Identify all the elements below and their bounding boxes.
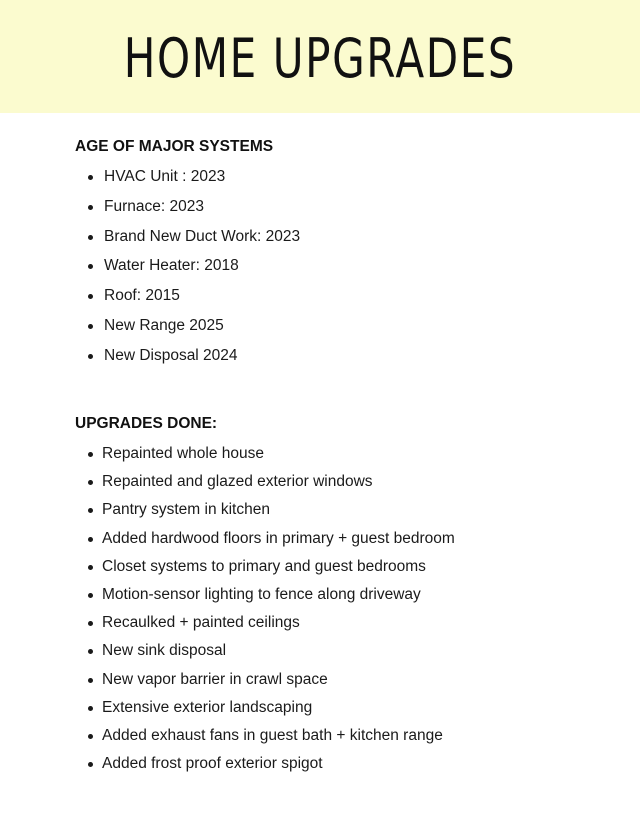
list-item-text: Furnace: 2023 bbox=[104, 197, 204, 215]
list-item bbox=[75, 726, 615, 754]
major-systems-section bbox=[75, 137, 615, 376]
bullet-icon bbox=[88, 264, 93, 269]
list-item bbox=[75, 167, 615, 197]
page-title: HOME UPGRADES bbox=[123, 27, 517, 90]
list-item-text: Closet systems to primary and guest bedrooms bbox=[102, 557, 426, 575]
list-item-text: Brand New Duct Work: 2023 bbox=[104, 227, 301, 245]
list-item bbox=[75, 472, 615, 500]
list-item-text: Repainted whole house bbox=[102, 445, 265, 462]
bullet-icon bbox=[88, 621, 93, 626]
list-item bbox=[75, 227, 615, 257]
upgrades-list bbox=[75, 444, 615, 782]
bullet-icon bbox=[88, 734, 93, 739]
list-item bbox=[75, 670, 615, 698]
bullet-icon bbox=[88, 175, 93, 180]
list-item-text: Repainted and glazed exterior windows bbox=[102, 473, 373, 491]
list-item-text: Added frost proof exterior spigot bbox=[102, 755, 323, 773]
bullet-icon bbox=[88, 537, 93, 542]
list-item-text: Extensive exterior landscaping bbox=[102, 698, 313, 716]
list-item bbox=[75, 500, 615, 528]
list-item bbox=[75, 286, 615, 316]
list-item bbox=[75, 585, 615, 613]
list-item bbox=[75, 613, 615, 641]
bullet-icon bbox=[88, 762, 93, 767]
upgrades-heading: UPGRADES DONE: bbox=[75, 415, 218, 432]
list-item-text: Added hardwood floors in primary + guest bedroom bbox=[102, 529, 455, 547]
list-item-text: Roof: 2015 bbox=[104, 287, 180, 305]
list-item bbox=[75, 197, 615, 227]
bullet-icon bbox=[88, 205, 93, 210]
bullet-icon bbox=[88, 452, 93, 457]
list-item-text: HVAC Unit : 2023 bbox=[104, 168, 226, 185]
bullet-icon bbox=[88, 565, 93, 570]
upgrades-section bbox=[75, 414, 615, 782]
major-systems-heading: AGE OF MAJOR SYSTEMS bbox=[75, 138, 274, 155]
bullet-icon bbox=[88, 294, 93, 299]
list-item-text: New vapor barrier in crawl space bbox=[102, 670, 328, 688]
list-item bbox=[75, 316, 615, 346]
list-item bbox=[75, 256, 615, 286]
list-item bbox=[75, 754, 615, 782]
list-item bbox=[75, 641, 615, 669]
list-item-text: New sink disposal bbox=[102, 642, 227, 660]
bullet-icon bbox=[88, 706, 93, 711]
header-banner bbox=[0, 0, 640, 113]
list-item bbox=[75, 698, 615, 726]
list-item-text: Water Heater: 2018 bbox=[104, 257, 239, 275]
bullet-icon bbox=[88, 649, 93, 654]
bullet-icon bbox=[88, 508, 93, 513]
list-item-text: Pantry system in kitchen bbox=[102, 501, 270, 519]
list-item bbox=[75, 529, 615, 557]
major-systems-list bbox=[75, 167, 615, 376]
bullet-icon bbox=[88, 354, 93, 359]
bullet-icon bbox=[88, 480, 93, 485]
list-item bbox=[75, 444, 615, 472]
list-item-text: Added exhaust fans in guest bath + kitchen range bbox=[102, 726, 443, 744]
list-item bbox=[75, 346, 615, 376]
list-item-text: Motion-sensor lighting to fence along driveway bbox=[102, 585, 421, 603]
list-item-text: Recaulked + painted ceilings bbox=[102, 614, 300, 632]
list-item bbox=[75, 557, 615, 585]
bullet-icon bbox=[88, 593, 93, 598]
list-item-text: New Range 2025 bbox=[104, 316, 224, 334]
list-item-text: New Disposal 2024 bbox=[104, 346, 238, 364]
bullet-icon bbox=[88, 235, 93, 240]
bullet-icon bbox=[88, 678, 93, 683]
bullet-icon bbox=[88, 324, 93, 329]
